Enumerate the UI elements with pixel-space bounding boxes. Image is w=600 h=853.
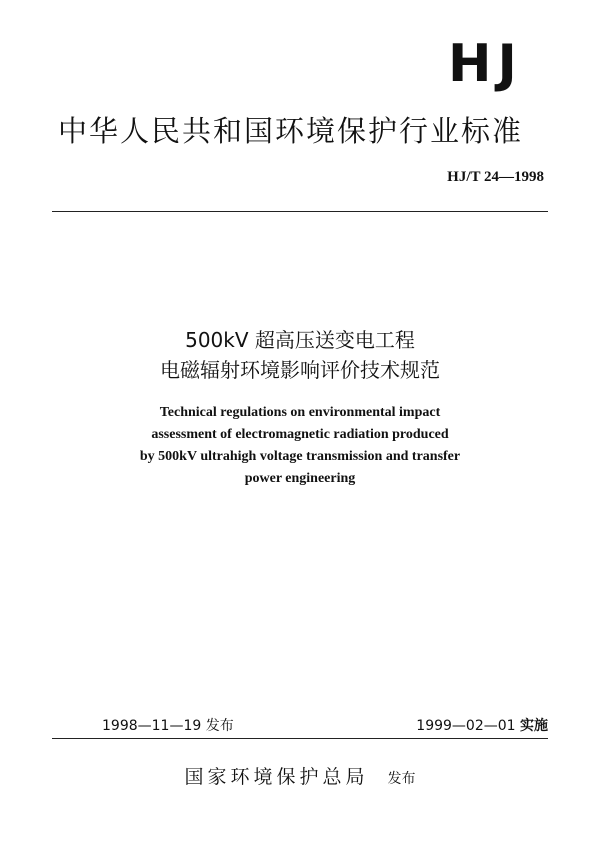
issue-date: 1998—11—19 bbox=[102, 718, 202, 734]
chinese-title bbox=[0, 325, 600, 385]
header-divider bbox=[52, 211, 548, 212]
publisher-organization: 国家环境保护总局 bbox=[184, 766, 369, 788]
english-title bbox=[0, 402, 600, 490]
english-title-line-1: Technical regulations on environmental impact bbox=[159, 405, 441, 420]
standard-number: HJ/T 24—1998 bbox=[447, 169, 544, 185]
publisher-action: 发布 bbox=[387, 771, 416, 787]
publisher-line bbox=[0, 762, 600, 789]
english-title-line-4: power engineering bbox=[244, 471, 356, 486]
implement-date: 1999—02—01 bbox=[416, 718, 516, 734]
implement-date-line bbox=[416, 715, 548, 735]
english-title-line-2: assessment of electromagnetic radiation produced bbox=[151, 427, 449, 442]
issue-label: 发布 bbox=[205, 718, 234, 734]
english-title-line-3: by 500kV ultrahigh voltage transmission and transfer bbox=[139, 449, 461, 464]
footer-divider bbox=[52, 738, 548, 739]
standard-category-title: 中华人民共和国环境保护行业标准 bbox=[58, 114, 524, 148]
standard-logo: HJ bbox=[448, 34, 523, 94]
chinese-title-line-1: 500kV 超高压送变电工程 bbox=[185, 328, 415, 352]
chinese-title-line-2: 电磁辐射环境影响评价技术规范 bbox=[160, 358, 440, 382]
implement-label: 实施 bbox=[520, 718, 548, 734]
issue-date-line bbox=[102, 715, 234, 735]
